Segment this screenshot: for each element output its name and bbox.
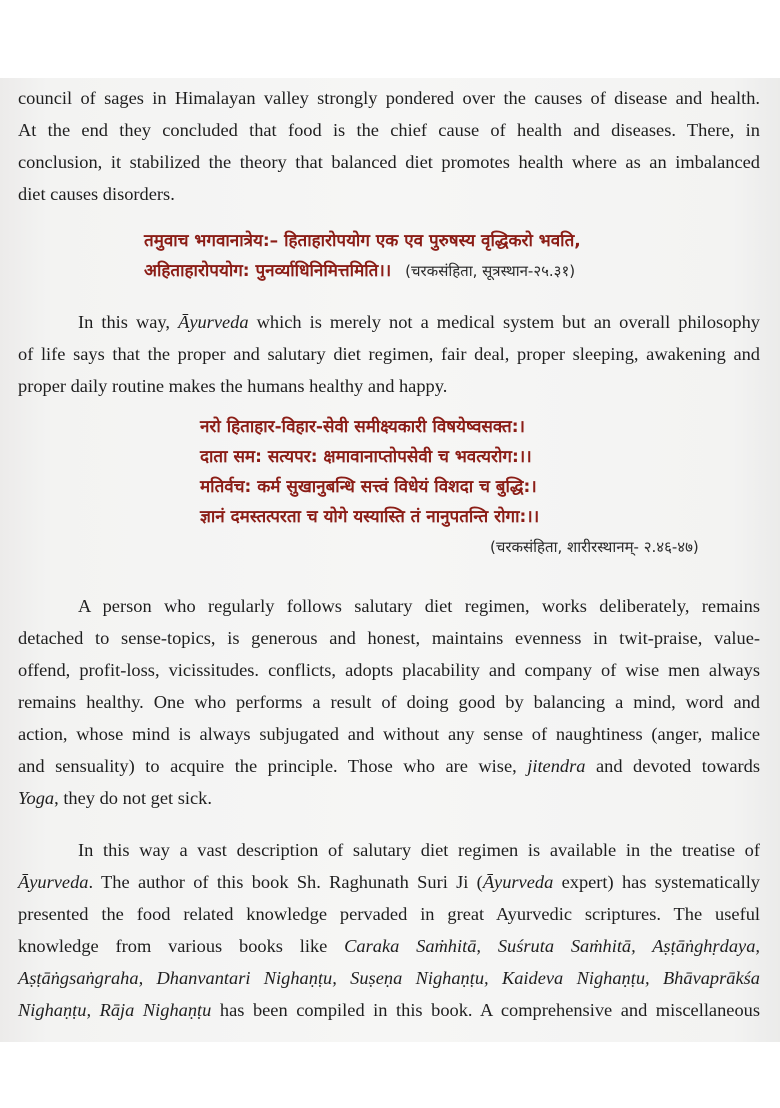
paragraph-ayurveda-philosophy: [18, 306, 760, 402]
text-span: . The author of this book Sh. Raghunath Suri Ji (: [88, 872, 483, 892]
sanskrit-verse-2-line-4: ज्ञानं दमस्तत्परता च योगे यस्यास्ति तं नानुपतन्ति रोगा:।।: [200, 507, 540, 527]
text-span: has been compiled in this book. A comprehensive and miscellaneous: [211, 1000, 760, 1020]
text-line: At the end they concluded that food is the chief cause of health and diseases. There, in: [18, 120, 760, 140]
sanskrit-verse-1-line-1: तमुवाच भगवानात्रेय:– हिताहारोपयोग एक एव पुरुषस्य वृद्धिकरो भवति,: [144, 231, 581, 251]
italic-book-titles: Caraka Saṁhitā, Suśruta Saṁhitā, Aṣṭāṅghṛdaya,: [344, 936, 760, 956]
italic-book-titles: Aṣṭāṅgsaṅgraha, Dhanvantari Nighaṇṭu, Suṣeṇa Nighaṇṭu, Kaideva Nighaṇṭu, Bhāvaprākśa: [18, 968, 760, 988]
text-span: In this way,: [78, 312, 179, 332]
text-line: council of sages in Himalayan valley strongly pondered over the causes of disease and health.: [18, 88, 760, 108]
text-span: which is merely not a medical system but an overall philosophy: [248, 312, 760, 332]
text-line: of life says that the proper and salutary diet regimen, fair deal, proper sleeping, awakening and: [18, 344, 760, 364]
paragraph-council-of-sages: [18, 82, 760, 210]
verse-reference: (चरकसंहिता, शारीरस्थानम्- २.४६-४७): [490, 538, 699, 556]
sanskrit-verse-2-line-3: मतिर्वच: कर्म सुखानुबन्धि सत्त्वं विधेयं विशदा च बुद्धि:।: [200, 477, 537, 497]
sanskrit-verse-1-line-2: [144, 256, 575, 286]
text-line: [18, 866, 760, 898]
text-line: conclusion, it stabilized the theory that balanced diet promotes health where as an imbalanced: [18, 152, 760, 172]
text-span: and sensuality) to acquire the principle. Those who are wise,: [18, 756, 528, 776]
text-line: [18, 930, 760, 962]
text-line: [18, 750, 760, 782]
text-line: action, whose mind is always subjugated and without any sense of naughtiness (anger, malice: [18, 724, 760, 744]
text-span: , they do not get sick.: [54, 788, 212, 808]
italic-term: Āyurveda: [482, 872, 554, 892]
text-span: knowledge from various books like: [18, 936, 345, 956]
italic-term: Āyurveda: [18, 872, 89, 892]
text-line: In this way a vast description of salutary diet regimen is available in the treatise of: [78, 840, 760, 860]
sanskrit-verse-text: अहिताहारोपयोग: पुनर्व्याधिनिमित्तमिति।।: [144, 261, 392, 281]
text-line: [18, 306, 760, 338]
text-line: presented the food related knowledge pervaded in great Ayurvedic scriptures. The useful: [18, 904, 760, 924]
paragraph-healthy-person: [18, 590, 760, 814]
text-span: and devoted towards: [585, 756, 760, 776]
verse-reference: (चरकसंहिता, सूत्रस्थान-२५.३१): [405, 262, 576, 280]
text-line: proper daily routine makes the humans healthy and happy.: [18, 376, 448, 396]
paragraph-book-compilation: [18, 834, 760, 1026]
text-line: [18, 994, 760, 1026]
sanskrit-verse-2-line-1: नरो हिताहार-विहार-सेवी समीक्ष्यकारी विषयेष्वसक्त:।: [200, 417, 525, 437]
italic-term: jitendra: [527, 756, 586, 776]
text-line: A person who regularly follows salutary diet regimen, works deliberately, remains: [78, 596, 760, 616]
book-page: [0, 78, 780, 1042]
italic-term: Yoga: [18, 788, 55, 808]
text-line: [18, 782, 760, 814]
italic-term: Āyurveda: [178, 312, 249, 332]
italic-book-titles: Nighaṇṭu, Rāja Nighaṇṭu: [18, 1000, 212, 1020]
text-line: diet causes disorders.: [18, 184, 175, 204]
text-line: remains healthy. One who performs a result of doing good by balancing a mind, word and: [18, 692, 760, 712]
sanskrit-verse-2-line-2: दाता सम: सत्यपर: क्षमावानाप्तोपसेवी च भवत्यरोग:।।: [200, 447, 532, 467]
text-line: detached to sense-topics, is generous and honest, maintains evenness in twit-praise, value-: [18, 628, 760, 648]
text-span: expert) has systematically: [553, 872, 761, 892]
text-line: offend, profit-loss, vicissitudes. conflicts, adopts placability and company of wise men always: [18, 660, 760, 680]
text-line: [18, 962, 760, 994]
